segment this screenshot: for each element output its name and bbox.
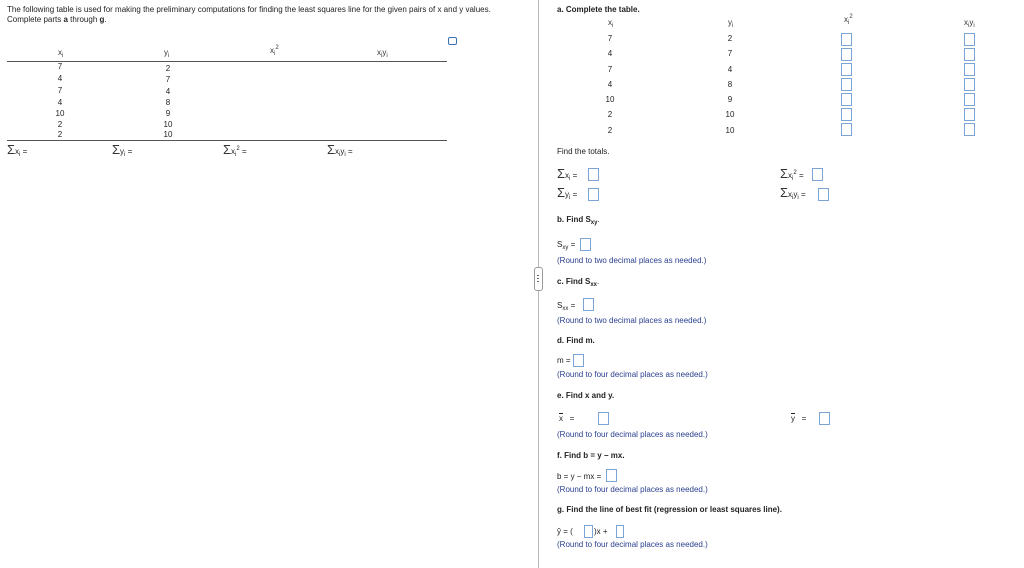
xi2-input[interactable] xyxy=(841,93,852,106)
xi2-input[interactable] xyxy=(841,108,852,121)
right-x-cell: 7 xyxy=(607,65,613,74)
line-round-note: (Round to four decimal places as needed.) xyxy=(557,540,708,549)
left-header-xi: $x_i$ xyxy=(58,48,64,59)
sxx-round-note: (Round to two decimal places as needed.) xyxy=(557,316,707,325)
total-xy-input[interactable] xyxy=(818,188,829,201)
intro-part-g: g xyxy=(99,15,105,24)
part-e-title: e. Find x and y. xyxy=(557,391,615,400)
xiyi-input[interactable] xyxy=(964,93,975,106)
yhat-label: ŷ = ( xyxy=(557,527,573,536)
right-y-cell: 2 xyxy=(727,34,733,43)
intro-part-a: a xyxy=(63,15,68,24)
right-y-cell: 8 xyxy=(727,80,733,89)
b-label: b = y − mx = xyxy=(557,472,602,481)
xiyi-input[interactable] xyxy=(964,123,975,136)
m-label: m = xyxy=(557,356,571,365)
left-y-cell: 9 xyxy=(165,109,171,118)
xiyi-input[interactable] xyxy=(964,33,975,46)
xi2-input[interactable] xyxy=(841,48,852,61)
ybar-input[interactable] xyxy=(819,412,830,425)
left-header-xi2: $x_i^2$ xyxy=(270,45,279,57)
yhat-mid-label: )x + xyxy=(594,527,608,536)
left-y-cell: 10 xyxy=(163,120,173,129)
right-x-cell: 7 xyxy=(607,34,613,43)
xbar-label: $\overline{x}$ = xyxy=(559,414,575,423)
xiyi-input[interactable] xyxy=(964,48,975,61)
right-y-cell: 10 xyxy=(725,110,735,119)
left-x-cell: 4 xyxy=(57,98,63,107)
xbar-input[interactable] xyxy=(598,412,609,425)
sxx-input[interactable] xyxy=(583,298,594,311)
left-x-cell: 4 xyxy=(57,74,63,83)
left-x-cell: 7 xyxy=(57,86,63,95)
total-y-label: $\Sigma y_i$ = xyxy=(557,185,578,201)
intercept-input[interactable] xyxy=(616,525,624,538)
left-sum-x: $\Sigma x_i$ = xyxy=(7,142,28,158)
problem-intro xyxy=(7,5,527,25)
part-a-title: a. Complete the table. xyxy=(557,5,640,14)
total-x-input[interactable] xyxy=(588,168,599,181)
intro-text: The following table is used for making the preliminary computations for finding the least squares line for the given pairs of x and y values. Complete parts xyxy=(7,5,491,24)
part-g-title: g. Find the line of best fit (regression or least squares line). xyxy=(557,505,782,514)
total-x2-input[interactable] xyxy=(812,168,823,181)
m-round-note: (Round to four decimal places as needed.) xyxy=(557,370,708,379)
xi2-input[interactable] xyxy=(841,123,852,136)
part-f-title: f. Find b = y − mx. xyxy=(557,451,625,460)
left-x-cell: 2 xyxy=(57,120,63,129)
right-header-yi: $y_i$ xyxy=(728,18,734,29)
right-y-cell: 7 xyxy=(727,49,733,58)
left-table-top-rule xyxy=(7,61,447,62)
left-header-yi: $y_i$ xyxy=(164,48,170,59)
right-x-cell: 4 xyxy=(607,49,613,58)
slope-input[interactable] xyxy=(584,525,593,538)
right-y-cell: 4 xyxy=(727,65,733,74)
sxy-input[interactable] xyxy=(580,238,591,251)
left-table-bottom-rule xyxy=(7,140,447,141)
right-x-cell: 2 xyxy=(607,126,613,135)
left-y-cell: 4 xyxy=(165,87,171,96)
part-c-title: c. Find $S_{xx}$. xyxy=(557,277,600,288)
intro-text-mid: through xyxy=(67,15,100,24)
right-header-xi: $x_i$ xyxy=(608,18,614,29)
sxx-label: $S_{xx}$ = xyxy=(557,301,576,312)
left-sum-xy: $\Sigma x_iy_i$ = xyxy=(327,142,353,158)
xi2-input[interactable] xyxy=(841,63,852,76)
sxy-label: $S_{xy}$ = xyxy=(557,240,576,251)
b-input[interactable] xyxy=(606,469,617,482)
ybar-label: $\overline{y}$ = xyxy=(791,414,807,423)
left-y-cell: 10 xyxy=(163,130,173,139)
intro-text-end: . xyxy=(104,15,107,24)
right-y-cell: 9 xyxy=(727,95,733,104)
xiyi-input[interactable] xyxy=(964,78,975,91)
xiyi-input[interactable] xyxy=(964,63,975,76)
right-x-cell: 2 xyxy=(607,110,613,119)
b-round-note: (Round to four decimal places as needed.) xyxy=(557,485,708,494)
left-x-cell: 7 xyxy=(57,62,63,71)
left-sum-y: $\Sigma y_i$ = xyxy=(112,142,133,158)
right-x-cell: 10 xyxy=(605,95,615,104)
right-x-cell: 4 xyxy=(607,80,613,89)
left-y-cell: 8 xyxy=(165,98,171,107)
left-sum-x2: $\Sigma x_i^2$ = xyxy=(223,142,247,158)
m-input[interactable] xyxy=(573,354,584,367)
total-xy-label: $\Sigma x_iy_i$ = xyxy=(780,185,806,201)
right-header-xi2: $x_i^2$ xyxy=(844,14,853,26)
left-y-cell: 2 xyxy=(165,64,171,73)
panel-resize-handle[interactable] xyxy=(534,267,543,291)
part-d-title: d. Find m. xyxy=(557,336,595,345)
find-totals-label: Find the totals. xyxy=(557,147,610,156)
total-x-label: $\Sigma x_i$ = xyxy=(557,166,578,182)
bookmark-icon[interactable] xyxy=(448,37,457,45)
xi2-input[interactable] xyxy=(841,78,852,91)
xiyi-input[interactable] xyxy=(964,108,975,121)
left-header-xiyi: $x_iy_i$ xyxy=(377,48,388,59)
total-x2-label: $\Sigma x_i^2$ = xyxy=(780,166,804,182)
total-y-input[interactable] xyxy=(588,188,599,201)
mean-round-note: (Round to four decimal places as needed.) xyxy=(557,430,708,439)
left-x-cell: 2 xyxy=(57,130,63,139)
xi2-input[interactable] xyxy=(841,33,852,46)
right-header-xiyi: $x_iy_i$ xyxy=(964,18,975,29)
right-y-cell: 10 xyxy=(725,126,735,135)
part-b-title: b. Find $S_{xy}$. xyxy=(557,215,600,226)
left-y-cell: 7 xyxy=(165,75,171,84)
left-x-cell: 10 xyxy=(55,109,65,118)
sxy-round-note: (Round to two decimal places as needed.) xyxy=(557,256,707,265)
